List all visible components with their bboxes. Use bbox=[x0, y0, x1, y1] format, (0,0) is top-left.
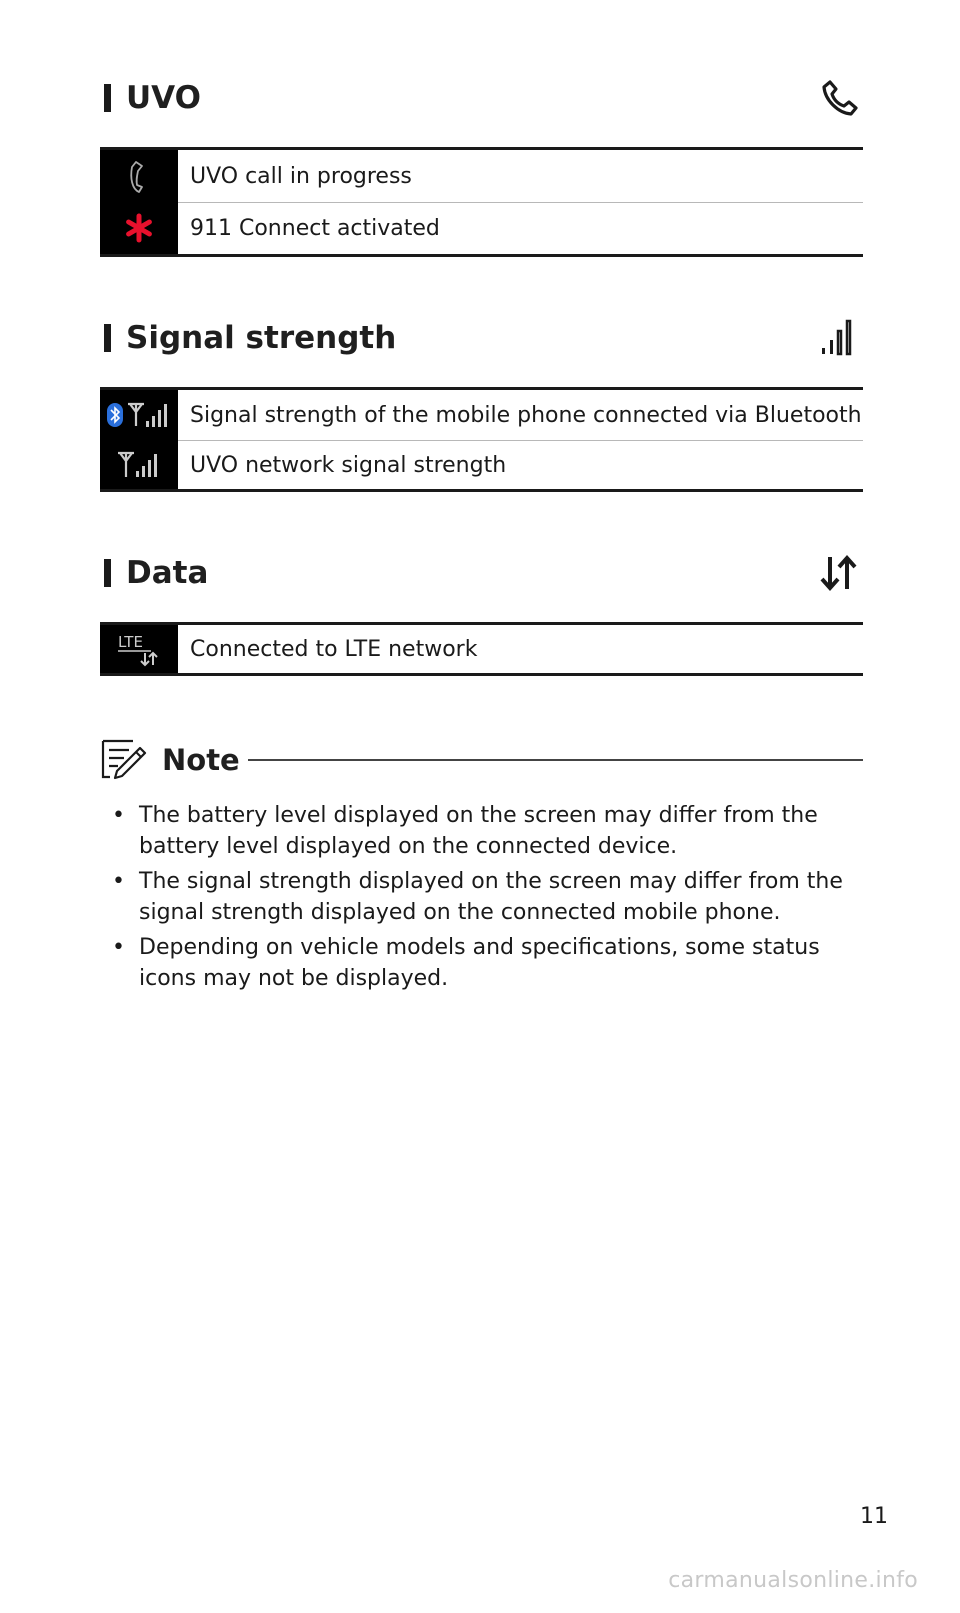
table-row bbox=[100, 150, 863, 202]
section-marker bbox=[104, 84, 111, 112]
note-box bbox=[100, 738, 863, 998]
lte-label: LTE bbox=[118, 633, 143, 651]
table-row bbox=[100, 390, 863, 440]
signal-bars-icon bbox=[816, 318, 860, 358]
list-item bbox=[100, 800, 863, 862]
signal-table bbox=[100, 387, 863, 492]
uvo-table bbox=[100, 147, 863, 257]
section-header-signal bbox=[104, 318, 860, 358]
section-header-data bbox=[104, 553, 860, 593]
lte-icon bbox=[117, 631, 161, 667]
note-list bbox=[100, 800, 863, 994]
section-marker bbox=[104, 559, 111, 587]
table-row bbox=[100, 440, 863, 489]
bluetooth-signal-icon bbox=[106, 398, 172, 432]
section-title-uvo: UVO bbox=[126, 80, 201, 116]
table-row bbox=[100, 625, 863, 673]
row-text: UVO call in progress bbox=[190, 163, 412, 189]
row-text: 911 Connect activated bbox=[178, 202, 863, 254]
data-table bbox=[100, 622, 863, 676]
list-item-text: The battery level displayed on the screen may differ from the battery level displayed on the connected device. bbox=[139, 803, 818, 859]
icon-cell bbox=[100, 390, 178, 440]
data-arrows-icon bbox=[816, 553, 860, 593]
note-divider bbox=[248, 759, 863, 761]
page-number: 11 bbox=[860, 1504, 888, 1529]
section-marker bbox=[104, 324, 111, 352]
note-header bbox=[100, 738, 863, 784]
table-row bbox=[100, 202, 863, 254]
antenna-signal-icon bbox=[117, 449, 161, 481]
watermark: carmanualsonline.info bbox=[668, 1568, 918, 1593]
row-text: UVO network signal strength bbox=[178, 440, 863, 489]
row-text: Connected to LTE network bbox=[190, 636, 478, 662]
bullet: • bbox=[112, 935, 125, 960]
section-header-uvo bbox=[104, 78, 860, 118]
phone-icon bbox=[816, 78, 860, 118]
row-text: Signal strength of the mobile phone connected via Bluetooth bbox=[190, 402, 862, 428]
note-title: Note bbox=[162, 743, 240, 777]
note-pencil-icon bbox=[100, 738, 148, 782]
icon-cell bbox=[100, 150, 178, 202]
icon-cell bbox=[100, 625, 178, 673]
list-item-text: Depending on vehicle models and specifications, some status icons may not be displayed. bbox=[139, 935, 820, 991]
list-item-text: The signal strength displayed on the screen may differ from the signal strength displayed on the connected mobile phone. bbox=[139, 869, 843, 925]
bullet: • bbox=[112, 869, 125, 894]
asterisk-icon bbox=[124, 213, 154, 243]
list-item bbox=[100, 932, 863, 994]
icon-cell bbox=[100, 440, 178, 489]
bullet: • bbox=[112, 803, 125, 828]
section-title-data: Data bbox=[126, 555, 209, 591]
uvo-call-icon bbox=[122, 158, 156, 194]
section-title-signal: Signal strength bbox=[126, 320, 397, 356]
list-item bbox=[100, 866, 863, 928]
icon-cell bbox=[100, 202, 178, 254]
